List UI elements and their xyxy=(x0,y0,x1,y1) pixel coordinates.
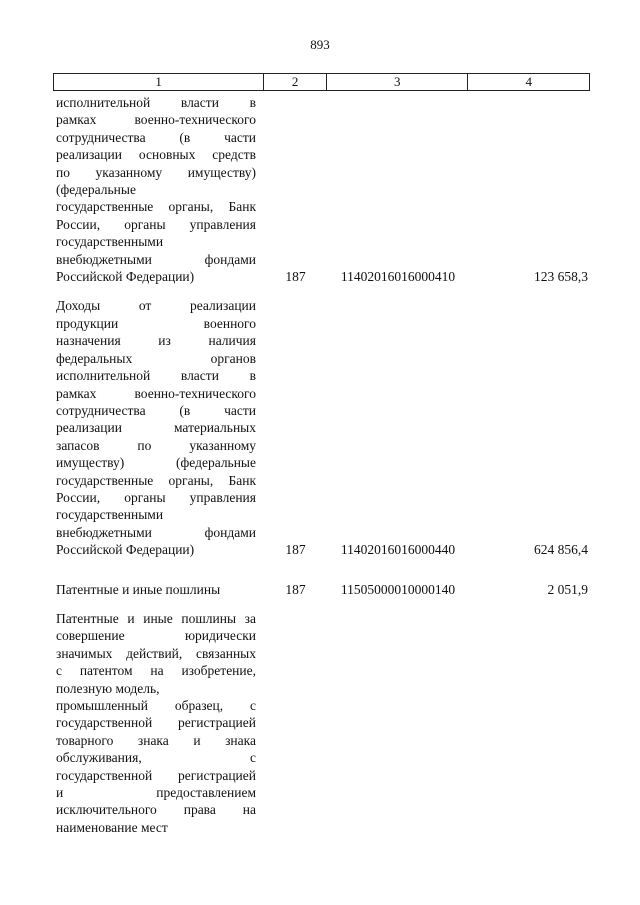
kbk-code-cell: 11402016016000440 xyxy=(340,542,456,558)
description-line: государственными xyxy=(56,507,164,523)
description-line: полезную модель, xyxy=(56,680,160,696)
description-line: обслуживания, с xyxy=(56,750,256,766)
table-body xyxy=(53,94,590,836)
column-header-4: 4 xyxy=(525,74,532,89)
column-header-3: 3 xyxy=(327,74,468,90)
description-line: Патентные и иные пошлины xyxy=(56,581,221,597)
table-row xyxy=(53,94,590,285)
description-line: России, органы управления xyxy=(56,489,256,505)
description-line: Патентные и иные пошлины за xyxy=(56,610,256,626)
description-line: Российской Федерации) xyxy=(56,542,195,558)
row-description xyxy=(53,94,264,285)
description-line: и предоставлением xyxy=(56,785,256,801)
column-header-1: 1 xyxy=(54,74,264,90)
description-line: реализации основных средств xyxy=(56,147,256,163)
description-line: государственные органы, Банк xyxy=(56,472,256,488)
admin-code-cell: 187 xyxy=(285,542,306,558)
description-line: исключительного права на xyxy=(56,802,256,818)
description-line: товарного знака и знака xyxy=(56,732,256,748)
table-header-row xyxy=(53,73,590,91)
description-line: запасов по указанному xyxy=(56,437,256,453)
description-line: государственными xyxy=(56,234,164,250)
description-line: государственной регистрацией xyxy=(56,767,256,783)
table-row xyxy=(53,581,590,598)
column-header-2: 2 xyxy=(264,74,327,90)
description-line: исполнительной власти в xyxy=(56,95,256,110)
row-description xyxy=(53,297,264,558)
description-line: по указанному имуществу) xyxy=(56,164,256,180)
description-line: с патентом на изобретение, xyxy=(56,663,256,679)
description-line: государственные органы, Банк xyxy=(56,199,256,215)
page-number: 893 xyxy=(310,37,330,52)
description-line: назначения из наличия xyxy=(56,333,256,349)
row-description xyxy=(53,610,264,836)
description-line: сотрудничества (в части xyxy=(56,402,256,418)
admin-code-cell: 187 xyxy=(285,581,306,597)
description-line: (федеральные xyxy=(56,182,136,198)
revenue-table xyxy=(53,73,590,836)
description-line: имуществу) (федеральные xyxy=(56,455,256,471)
description-line: рамках военно-технического xyxy=(56,112,256,128)
amount-cell: 123 658,3 xyxy=(534,269,588,285)
description-line: совершение юридически xyxy=(56,628,256,644)
description-line: продукции военного xyxy=(56,315,256,331)
amount-cell: 624 856,4 xyxy=(534,542,588,558)
description-line: Доходы от реализации xyxy=(56,298,256,314)
description-line: Российской Федерации) xyxy=(56,269,195,285)
row-description xyxy=(53,581,264,598)
description-line: сотрудничества (в части xyxy=(56,129,256,145)
description-line: значимых действий, связанных xyxy=(56,645,256,661)
description-line: федеральных органов xyxy=(56,350,256,366)
description-line: рамках военно-технического xyxy=(56,385,256,401)
table-row xyxy=(53,610,590,836)
description-line: наименование мест xyxy=(56,819,168,835)
amount-cell: 2 051,9 xyxy=(547,581,588,597)
table-row xyxy=(53,297,590,558)
description-line: исполнительной власти в xyxy=(56,368,256,384)
description-line: внебюджетными фондами xyxy=(56,524,256,540)
description-line: России, органы управления xyxy=(56,216,256,232)
admin-code-cell: 187 xyxy=(285,269,306,285)
kbk-code-cell: 11402016016000410 xyxy=(340,269,456,285)
kbk-code-cell: 11505000010000140 xyxy=(340,581,456,597)
description-line: государственной регистрацией xyxy=(56,715,256,731)
description-line: промышленный образец, с xyxy=(56,698,256,713)
description-line: внебюджетными фондами xyxy=(56,251,256,267)
description-line: реализации материальных xyxy=(56,420,256,436)
